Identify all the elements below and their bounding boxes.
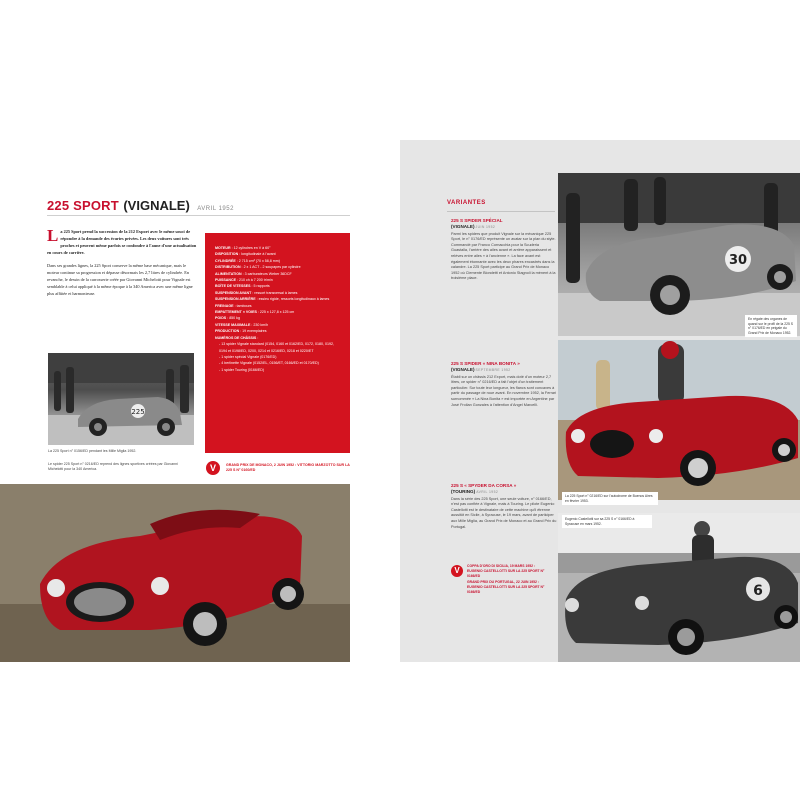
spec-value: 3 carburateurs Weber 36DCF	[244, 271, 292, 276]
spec-key: DISPOSITION	[215, 252, 239, 257]
race-note-text: GRAND PRIX DE MONACO, 2 JUIN 1952 : VITTORIO MARZOTTO SUR LA 225 S N° 0160/ED	[226, 463, 350, 472]
spec-separator: :	[256, 310, 260, 315]
race-number-225: 225	[131, 408, 145, 416]
photo-castellotti	[558, 513, 800, 662]
spec-key: SUSPENSION ARRIÈRE	[215, 297, 256, 302]
spec-separator: :	[230, 246, 234, 250]
spec-key: MOTEUR	[215, 246, 231, 250]
spec-value: 12 cylindres en V à 60°	[233, 246, 271, 250]
chassis-row: - 1 spider spécial Vignale (0176/ED)	[219, 354, 277, 359]
spec-key: CYLINDRÉE	[215, 258, 236, 263]
spec-key: ALIMENTATION	[215, 271, 242, 276]
spec-key: SUSPENSION AVANT	[215, 290, 252, 295]
variant-date: AVRIL 1952	[476, 490, 499, 494]
spec-separator: :	[241, 271, 245, 276]
spec-key: EMPATTEMENT × VOIES	[215, 310, 257, 315]
race-number-6: 6	[753, 583, 763, 599]
spec-value: tambours	[236, 303, 252, 308]
spec-separator: :	[250, 322, 254, 327]
variant-spyder-corsa	[451, 483, 557, 530]
spec-key: POIDS	[215, 316, 227, 321]
spec-key: BOÎTE DE VITESSES	[215, 284, 251, 289]
variant-title: 225 S SPIDER « NINA BONITA »	[451, 361, 520, 366]
intro-text	[47, 228, 197, 303]
photo-red-spider-caption: Le spider 225 Sport n° 0216/ED reprend des lignes sportives créées par Giovanni Michelotti pour la 340 America.	[48, 462, 178, 471]
spec-value: longitudinale à l'avant	[241, 252, 276, 257]
spec-list	[215, 245, 342, 341]
variant-body: Dans la série des 225 Sport, une seule voiture, n° 0166/ED, n'est pas confiée à Vignale, mais à Touring. Le pilote Eugenio Castellotti est le destinataire de cette machine qu'il étrenne aussitôt en Sicile, à Syracuse, le 19 mars, avant de participer aux Mille Miglia, au Grand Prix de Monaco et au Grand Prix du Portugal.	[451, 496, 557, 529]
spec-key: PUISSANCE	[215, 278, 236, 283]
photo-red-spider	[0, 484, 350, 662]
variant-title: 225 S SPIDER SPÉCIAL	[451, 218, 503, 223]
spec-value: 19 exemplaires	[242, 329, 267, 334]
race-item: GRAND PRIX DU PORTUGAL, 22 JUIN 1952 : EUGENIO CASTELLOTTI SUR LA 225 SPORT N° 0166/ED	[467, 580, 545, 594]
variant-body: Établi sur un châssis 212 Export, mais doté d'un moteur 2,7 litres, ce spider n° 0216/ED a fait l'objet d'un traitement particulier. Sur toute leur longueur, les flancs sont concaves à partir du passage de roue avant. En novembre 1952, la Ferrari surnommée « La Nina Bonita » est importée en Argentine par José Froilan Gonzales à l'attention d'Angel Marcelli.	[451, 374, 557, 407]
spec-separator: :	[239, 329, 243, 334]
spec-value: ressort transversal à lames	[254, 290, 298, 295]
victory-badge-icon: V	[206, 461, 220, 475]
photo-castellotti-caption: Eugenio Castellotti sur sa 225 S n° 0166/ED à Syracuse en mars 1952.	[562, 515, 652, 528]
photo-monaco-caption: En régate des organes de quand sur le profil de la 225 S n° 0176/ED en peigale du Grand Prix de Monaco 1952.	[745, 315, 797, 337]
variants-rule	[447, 211, 555, 212]
photo-mille-miglia-image	[48, 353, 194, 445]
spec-separator: :	[256, 335, 259, 340]
spec-separator: :	[240, 265, 244, 270]
chassis-row: - 1 spider Touring (0166/ED)	[219, 367, 265, 372]
spec-key: FREINAGE	[215, 303, 234, 308]
red-spider-image	[0, 484, 350, 662]
spec-separator: :	[238, 252, 242, 257]
variant-body: Parmi les spiders que produit Vignale sur la mécanique 225 Sport, le n° 0176/ED représente un avatar sur la plan du style. Commandé par Franco Cornacchia pour la Scuderia Guastalla, l'arrière des ailes avant et arrière apparaissent et relèves entre ailes « à l'ancienne ». La face avant est également étonnante avec les deux phares encastrés dans la calandre. La 225 Sport participe au Grand Prix de Monaco 1952 où Clemente Biondetti et Antonio Stagnoli la mènent à la troisième place.	[451, 231, 556, 281]
variant-title: 225 S « SPYDER DA CORSA »	[451, 483, 517, 488]
photo-mille-miglia	[48, 353, 194, 445]
spec-separator: :	[233, 303, 237, 308]
race-note	[206, 460, 350, 478]
spec-value: 850 kg	[229, 316, 240, 321]
spec-value: 225 x 127,8 x 125 cm	[259, 310, 295, 315]
dropcap: L	[47, 226, 59, 245]
variants-heading: VARIANTES	[447, 200, 486, 206]
spec-value: 2 x 1 ACT - 2 soupapes par cylindre	[243, 265, 301, 270]
race-number-30: 30	[728, 253, 748, 268]
variant-coachbuilder: (VIGNALE)	[451, 224, 475, 229]
spec-value: essieu rigide, ressorts longitudinaux à lames	[258, 297, 330, 302]
spec-row	[215, 296, 342, 302]
variant-coachbuilder: (TOURING)	[451, 489, 476, 494]
intro-body: Dans ses grandes lignes, la 225 Sport conserve la même base mécanique, mais le moteur continue sa progression et dépasse désormais les 2,7 litres de cylindrée. En revanche, le dessin de la carrosserie créée par Giovanni Michelotti pour Vignale est semblable à celui appliqué à la même époque à la 340 America avec une même ligne plus affûtée et harmonieuse.	[47, 263, 193, 296]
race-item: COPPA D'ORO DI SICILIA, 19 MARS 1952 : EUGENIO CASTELLOTTI SUR LA 225 SPORT N° 0166/ED	[467, 564, 545, 578]
spec-key: PRODUCTION	[215, 329, 240, 334]
intro-lead: a 225 Sport prend la succession de la 212 Export avec le même souci de répondre à la demande des écuries privées. Les deux voitures sont très proches et peuvent même parfois se confondre à l'aune d'une actualisation en cours de carrière.	[47, 229, 197, 255]
race-list	[467, 564, 551, 597]
title-rule	[47, 215, 350, 216]
chassis-row: - 13 spider Vignale standard (0154, 0160 et 0162/ED, 0172, 0180, 0192, 0194 et 0198/ED, 0200, 0214 et 0216/ED, 0218 et 0220/ET	[219, 342, 335, 353]
spec-separator: :	[235, 278, 239, 283]
spec-value: 230 km/h	[253, 322, 269, 327]
spec-separator: :	[235, 258, 239, 263]
photo-monaco-spider	[558, 173, 800, 336]
monaco-spider-image	[558, 173, 800, 336]
chassis-list	[215, 341, 342, 373]
photo-nina-bonita-caption: La 225 Sport n° 0216/ED sur l'autodrome de Buenos Aires en février 1953.	[562, 492, 658, 505]
title-coachbuilder: (VIGNALE)	[123, 198, 190, 213]
variant-nina-bonita	[451, 361, 557, 408]
variant-date: JUIN 1952	[475, 225, 496, 229]
spec-value: 5 rapports	[253, 284, 270, 289]
right-page	[400, 140, 800, 662]
spec-key: NUMÉROS DE CHÂSSIS	[215, 335, 257, 340]
title-date: AVRIL 1952	[197, 206, 234, 212]
spec-box	[205, 233, 350, 453]
spec-separator: :	[251, 290, 255, 295]
chassis-row: - 4 berlinette Vignale (0152/EL, 0156/ET, 0166/ED et 0170/ED)	[219, 361, 319, 366]
variant-spider-special	[451, 218, 557, 282]
title-model: 225 SPORT	[47, 198, 119, 213]
spec-separator: :	[255, 297, 259, 302]
spec-separator: :	[250, 284, 254, 289]
variant-coachbuilder: (VIGNALE)	[451, 367, 475, 372]
photo-mille-miglia-caption: La 225 Sport n° 0156/ED pendant les Mille Miglia 1952.	[48, 449, 137, 453]
left-page	[0, 140, 400, 662]
variant-date: SEPTEMBRE 1952	[475, 368, 511, 372]
book-spread	[0, 140, 800, 662]
spec-value: 2 715 cm³ (70 x 58,8 mm)	[238, 258, 280, 263]
castellotti-image	[558, 513, 800, 662]
spec-key: DISTRIBUTION	[215, 265, 241, 270]
photo-nina-bonita	[558, 340, 800, 500]
victory-badge-icon: V	[451, 565, 463, 577]
nina-bonita-image	[558, 340, 800, 500]
spec-key: VITESSE MAXIMALE	[215, 322, 251, 327]
page-title	[47, 197, 234, 215]
spec-separator: :	[226, 316, 230, 321]
spec-value: 210 ch à 7 200 tr/min	[238, 278, 273, 283]
